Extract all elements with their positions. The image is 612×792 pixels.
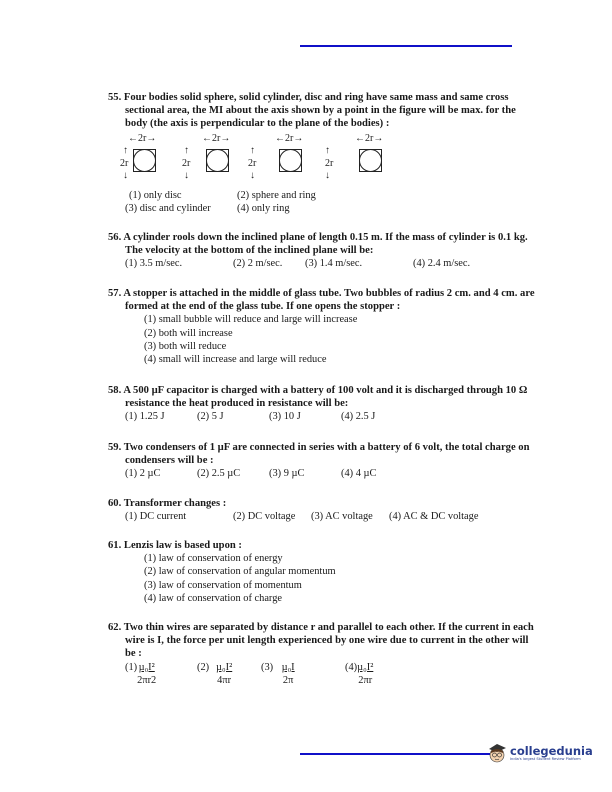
option-4: (4) law of conservation of charge: [144, 592, 283, 604]
question-55-options: [108, 189, 538, 215]
option-4: (4) 4 µC: [341, 468, 377, 480]
question-61: [108, 539, 538, 605]
option-3: (3) 10 J: [269, 411, 301, 423]
circle-icon: [359, 149, 382, 172]
down-arrow-icon: ↓: [250, 170, 255, 181]
width-label: ←2r→: [202, 133, 231, 144]
down-arrow-icon: ↓: [184, 170, 189, 181]
option-4: (4) only ring: [237, 203, 290, 215]
brand-tagline: India's largest Student Review Platform: [510, 756, 581, 761]
option-2: (2) law of conservation of angular momentum: [144, 566, 336, 578]
circle-icon: [133, 149, 156, 172]
question-60: [108, 497, 538, 523]
height-label: 2r: [325, 158, 334, 169]
down-arrow-icon: ↓: [325, 170, 330, 181]
question-55: [108, 91, 538, 131]
option-2: (2) $\frac{\text{µ₀I²}}{4\pi r}$: [197, 661, 261, 687]
header-rule: [300, 45, 512, 47]
option-4: (4) 2.5 J: [341, 411, 376, 423]
option-3: (3) both will reduce: [144, 340, 227, 352]
height-label: 2r: [182, 158, 191, 169]
option-4: (4) 2.4 m/sec.: [413, 258, 471, 270]
question-text: 55. Four bodies solid sphere, solid cylinder, disc and ring have same mass and same cross sectional area, the MI about the axis shown by a point in the figure will be max. for the body (the axis is perpendicular to the plane of the bodies) :: [108, 92, 516, 130]
question-58: [108, 384, 538, 424]
square-body-3: [279, 149, 302, 172]
down-arrow-icon: ↓: [123, 170, 128, 181]
option-1: (1) DC current: [125, 511, 187, 523]
width-label: ←2r→: [355, 133, 384, 144]
option-1: (1) $\frac{\text{µ₀I²}}{2\pi r2}$: [125, 661, 157, 686]
height-label: 2r: [248, 158, 257, 169]
question-text: 57. A stopper is attached in the middle of glass tube. Two bubbles of radius 2 cm. and 4 cm. are formed at the end of the glass tube. If one opens the stopper :: [108, 288, 535, 313]
collegedunia-logo: [486, 740, 593, 766]
option-4: (4) AC & DC voltage: [389, 511, 479, 523]
option-4: (4) $\frac{\text{µ₀I²}}{2\pi r}$: [345, 661, 374, 686]
option-2: (2) 5 J: [197, 411, 224, 423]
question-text: 56. A cylinder rools down the inclined plane of length 0.15 m. If the mass of cylinder is 0.1 kg. The velocity at the bottom of the inclined plane will be:: [108, 232, 528, 257]
option-2: (2) both will increase: [144, 327, 233, 339]
mascot-icon: [486, 740, 508, 766]
option-3: (3) 1.4 m/sec.: [305, 258, 363, 270]
option-1: (1) small bubble will reduce and large will increase: [144, 314, 358, 326]
question-text: 60. Transformer changes :: [108, 498, 227, 509]
option-2: (2) 2.5 µC: [197, 468, 241, 480]
question-text: 62. Two thin wires are separated by distance r and parallel to each other. If the current in each wire is I, the force per unit length experienced by one wire due to current in the other will be :: [108, 622, 534, 660]
option-3: (3) disc and cylinder: [125, 203, 211, 215]
footer-rule: [300, 753, 496, 755]
brand-name: collegedunia: [510, 743, 593, 758]
square-body-4: [359, 149, 382, 172]
up-arrow-icon: ↑: [325, 145, 330, 156]
numerator: µ₀I²: [216, 661, 233, 673]
option-2: (2) 2 m/sec.: [233, 258, 283, 270]
option-1: (1) 3.5 m/sec.: [125, 258, 183, 270]
up-arrow-icon: ↑: [250, 145, 255, 156]
question-59: [108, 441, 538, 481]
width-label: ←2r→: [275, 133, 304, 144]
numerator: µ₀I: [281, 661, 295, 673]
square-body-1: [133, 149, 156, 172]
denominator: 2πr2: [137, 674, 157, 686]
denominator: 2πr: [358, 674, 373, 686]
question-text: 59. Two condensers of 1 µF are connected in series with a battery of 6 volt, the total charge on condensers will be :: [108, 442, 530, 467]
denominator: 2π: [282, 674, 294, 686]
question-56: [108, 231, 538, 271]
option-2: (2) sphere and ring: [237, 190, 316, 201]
up-arrow-icon: ↑: [184, 145, 189, 156]
question-62: [108, 621, 538, 687]
option-3: (3) 9 µC: [269, 468, 305, 480]
circle-icon: [206, 149, 229, 172]
height-label: 2r: [120, 158, 129, 169]
option-2: (2) DC voltage: [233, 511, 296, 523]
option-1: (1) law of conservation of energy: [144, 553, 283, 565]
square-body-2: [206, 149, 229, 172]
option-1: (1) 1.25 J: [125, 411, 165, 423]
denominator: 4πr: [217, 674, 232, 686]
option-1: (1) 2 µC: [125, 468, 161, 480]
question-text: 58. A 500 µF capacitor is charged with a battery of 100 volt and it is discharged through 10 Ω resistance the heat produced in resistance will be:: [108, 385, 528, 410]
up-arrow-icon: ↑: [123, 145, 128, 156]
figure-four-bodies: [120, 133, 420, 189]
question-57: [108, 287, 538, 366]
option-4: (4) small will increase and large will reduce: [144, 354, 327, 366]
circle-icon: [279, 149, 302, 172]
question-text: 61. Lenzis law is based upon :: [108, 540, 242, 551]
option-3: (3) $\frac{\text{µ₀I}}{2\pi}$: [261, 661, 345, 687]
option-3: (3) law of conservation of momentum: [144, 579, 302, 591]
option-3: (3) AC voltage: [311, 511, 373, 523]
numerator: µ₀I²: [357, 661, 374, 673]
width-label: ←2r→: [128, 133, 157, 144]
option-1: (1) only disc: [129, 190, 182, 201]
numerator: µ₀I²: [138, 661, 155, 673]
